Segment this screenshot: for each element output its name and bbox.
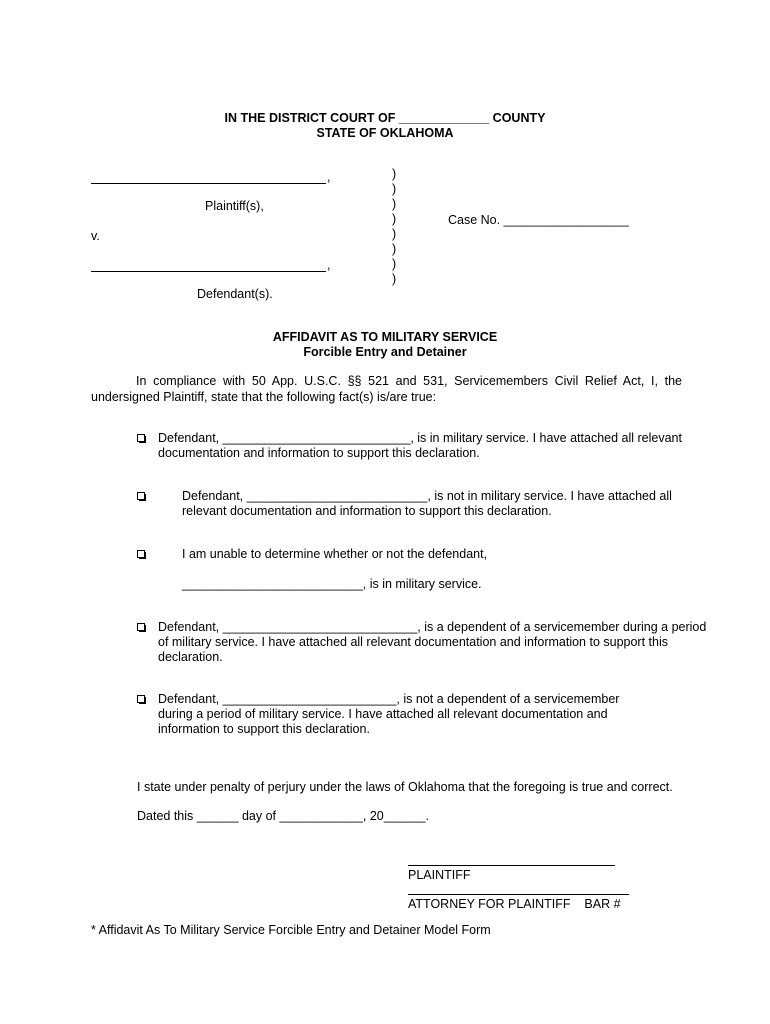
case-number-field: Case No. __________________ <box>448 213 629 227</box>
affidavit-subtitle: Forcible Entry and Detainer <box>303 345 467 359</box>
defendant-name-line <box>91 271 326 272</box>
option-4-line-1: Defendant, ____________________________, is a dependent of a servicemember during a period <box>158 620 707 634</box>
checkbox-unable-to-determine[interactable] <box>137 550 145 558</box>
option-5-line-3: information to support this declaration. <box>158 722 370 736</box>
defendant-comma: , <box>327 258 331 272</box>
option-2-line-1: Defendant, __________________________, is not in military service. I have attached all <box>182 489 672 503</box>
option-4-line-3: declaration. <box>158 650 223 664</box>
versus-label: v. <box>91 229 100 243</box>
option-5-line-2: during a period of military service. I have attached all relevant documentation and <box>158 707 608 721</box>
option-3-line-2: __________________________, is in military service. <box>182 577 482 591</box>
option-1-line-1: Defendant, ___________________________, is in military service. I have attached all relevant <box>158 431 682 445</box>
attorney-signature-label: ATTORNEY FOR PLAINTIFF BAR # <box>408 897 621 911</box>
caption-paren: ) <box>392 227 397 241</box>
option-4-line-2: of military service. I have attached all relevant documentation and information to support this <box>158 635 668 649</box>
plaintiff-comma: , <box>327 170 331 184</box>
caption-paren: ) <box>392 197 397 211</box>
option-5-line-1: Defendant, _________________________, is not a dependent of a servicemember <box>158 692 620 706</box>
state-heading: STATE OF OKLAHOMA <box>316 126 454 140</box>
plaintiff-signature-label: PLAINTIFF <box>408 868 471 882</box>
checkbox-not-in-military-service[interactable] <box>137 492 145 500</box>
caption-paren: ) <box>392 167 397 181</box>
caption-paren: ) <box>392 272 397 286</box>
attorney-signature-line <box>408 894 629 895</box>
caption-paren: ) <box>392 242 397 256</box>
checkbox-dependent-of-servicemember[interactable] <box>137 623 145 631</box>
dated-line: Dated this ______ day of ____________, 20______. <box>137 809 429 823</box>
checkbox-not-dependent-of-servicemember[interactable] <box>137 695 145 703</box>
caption-paren: ) <box>392 257 397 271</box>
caption-paren: ) <box>392 182 397 196</box>
option-3-line-1: I am unable to determine whether or not the defendant, <box>182 547 488 561</box>
plaintiff-label: Plaintiff(s), <box>205 199 264 213</box>
form-footer: * Affidavit As To Military Service Forcible Entry and Detainer Model Form <box>91 923 491 937</box>
option-1-line-2: documentation and information to support this declaration. <box>158 446 480 460</box>
defendant-label: Defendant(s). <box>197 287 273 301</box>
caption-paren: ) <box>392 212 397 226</box>
option-2-line-2: relevant documentation and information to support this declaration. <box>182 504 552 518</box>
intro-paragraph: In compliance with 50 App. U.S.C. §§ 521 and 531, Servicemembers Civil Relief Act, I, the undersigned Plaintiff, state that the following fact(s) is/are true: <box>91 374 682 404</box>
affidavit-title: AFFIDAVIT AS TO MILITARY SERVICE <box>272 330 498 344</box>
checkbox-in-military-service[interactable] <box>137 434 145 442</box>
plaintiff-name-line <box>91 183 326 184</box>
plaintiff-signature-line <box>408 865 615 866</box>
court-heading: IN THE DISTRICT COURT OF _____________ COUNTY <box>224 111 546 125</box>
perjury-statement: I state under penalty of perjury under the laws of Oklahoma that the foregoing is true and correct. <box>137 780 673 794</box>
